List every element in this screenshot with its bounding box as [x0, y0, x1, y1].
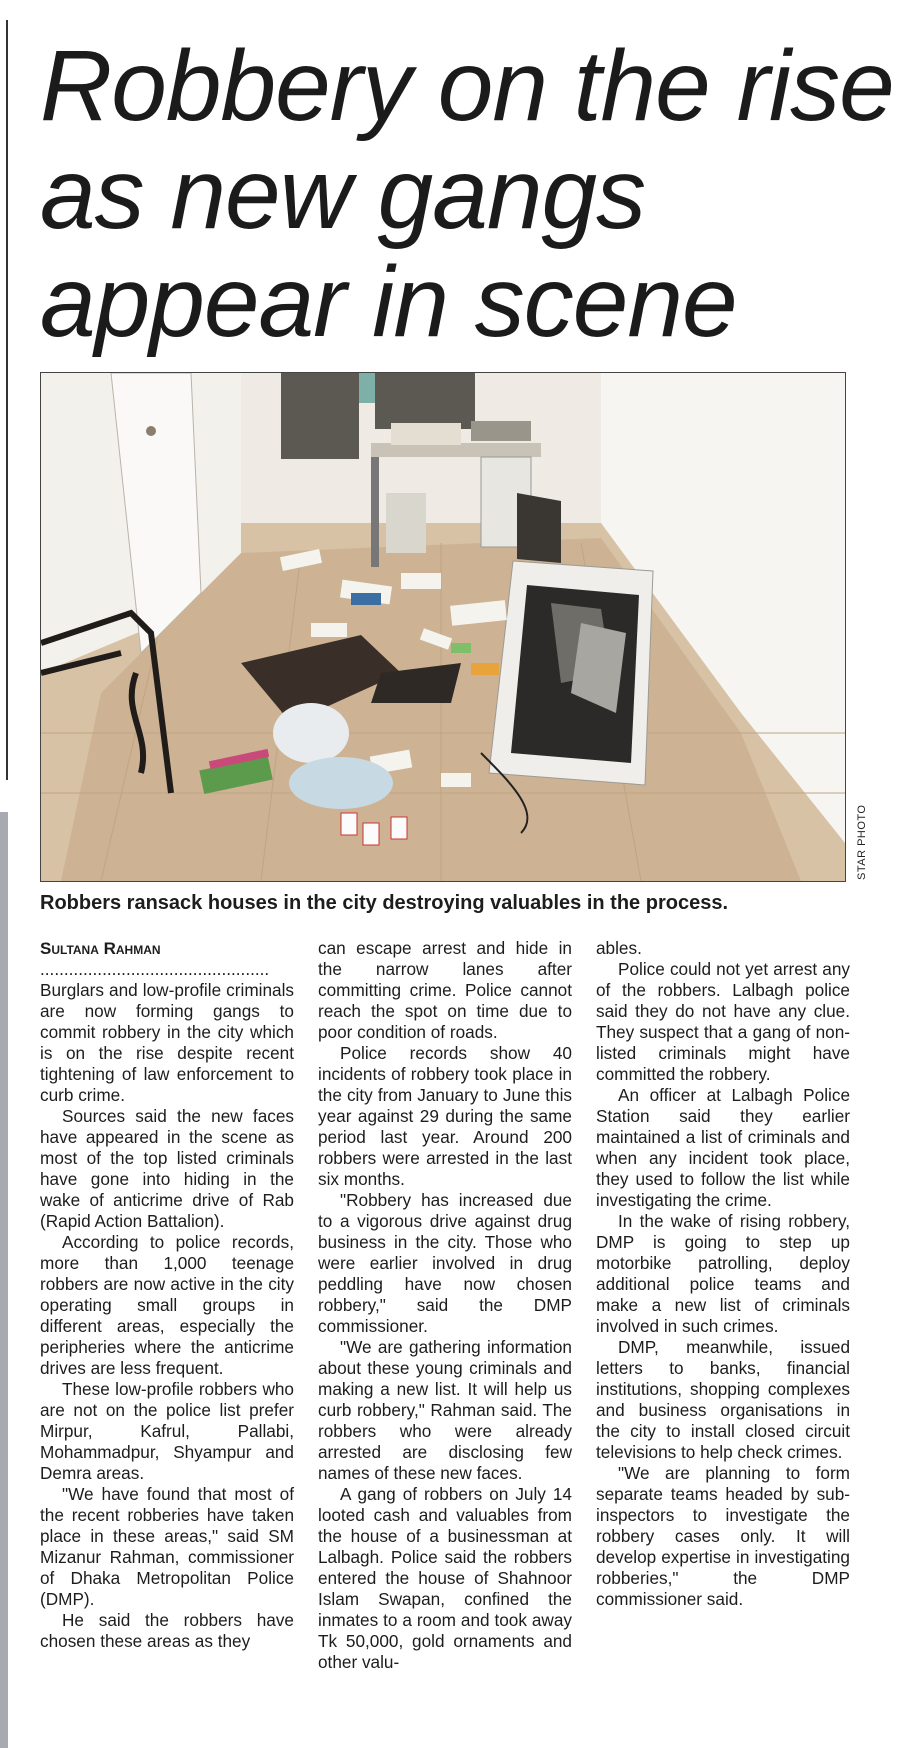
paragraph: "We have found that most of the recent robberies have taken place in these areas," said SM Mizanur Rahman, commissioner of Dhaka Metropolitan Police (DMP). [40, 1484, 294, 1609]
paragraph: According to police records, more than 1,000 teenage robbers are now active in the city operating small groups in different areas, especially the peripheries where the anticrime drives are less frequent. [40, 1232, 294, 1378]
article-column-1 [40, 938, 294, 1652]
news-photo [40, 372, 846, 882]
column-bar-left [0, 812, 8, 1748]
paragraph: Sources said the new faces have appeared in the scene as most of the top listed criminals have gone into hiding in the wake of anticrime drive of Rab (Rapid Action Battalion). [40, 1106, 294, 1231]
column-rule-left [6, 20, 8, 780]
paragraph: An officer at Lalbagh Police Station said they earlier maintained a list of criminals and when any incident took place, they used to follow the list while investigating the crime. [596, 1085, 850, 1210]
paragraph: Police records show 40 incidents of robbery took place in the city from January to June this year against 29 during the same period last year. Around 200 robbers were arrested in the last six months. [318, 1043, 572, 1189]
article-column-3 [596, 938, 850, 1610]
byline-rule: ................................................ [40, 959, 270, 979]
paragraph: He said the robbers have chosen these areas as they [40, 1610, 294, 1651]
headline: Robbery on the rise as new gangs appear in scene [40, 30, 894, 358]
paragraph: can escape arrest and hide in the narrow lanes after committing crime. Police cannot reach the spot on time due to poor condition of roads. [318, 938, 572, 1042]
paragraph: These low-profile robbers who are not on the police list prefer Mirpur, Kafrul, Pallabi, Mohammadpur, Shyampur and Demra areas. [40, 1379, 294, 1483]
paragraph: Police could not yet arrest any of the robbers. Lalbagh police said they do not have any clue. They suspect that a gang of non-listed criminals might have committed the robbery. [596, 959, 850, 1084]
paragraph: Burglars and low-profile criminals are now forming gangs to commit robbery in the city which is on the rise despite recent tightening of law enforcement to curb crime. [40, 980, 294, 1105]
paragraph: "We are planning to form separate teams headed by sub-inspectors to investigate the robbery cases only. It will develop expertise in investigating robberies," the DMP commissioner said. [596, 1463, 850, 1609]
article-body [40, 938, 850, 1718]
paragraph: DMP, meanwhile, issued letters to banks, financial institutions, shopping complexes and business organisations in the city to install closed circuit televisions to help check crimes. [596, 1337, 850, 1462]
ransacked-room-illustration [41, 373, 845, 881]
paragraph: A gang of robbers on July 14 looted cash and valuables from the house of a businessman at Lalbagh. Police said the robbers entered the house of Shahnoor Islam Swapan, confined the inmates to a room and took away Tk 50,000, gold ornaments and other valu- [318, 1484, 572, 1672]
photo-caption: Robbers ransack houses in the city destroying valuables in the process. [40, 892, 728, 914]
photo-credit: STAR PHOTO [856, 804, 868, 880]
byline: Sultana Rahman [40, 939, 161, 958]
paragraph: "We are gathering information about these young criminals and making a new list. It will help us curb robbery," Rahman said. The robbers who were already arrested are disclosing few names of these new faces. [318, 1337, 572, 1483]
paragraph: ables. [596, 938, 642, 958]
paragraph: "Robbery has increased due to a vigorous drive against drug business in the city. Those who were earlier involved in drug peddling have now chosen robbery," said the DMP commissioner. [318, 1190, 572, 1336]
paragraph: In the wake of rising robbery, DMP is going to step up motorbike patrolling, deploy additional police teams and make a new list of criminals involved in such crimes. [596, 1211, 850, 1336]
article-column-2 [318, 938, 572, 1673]
